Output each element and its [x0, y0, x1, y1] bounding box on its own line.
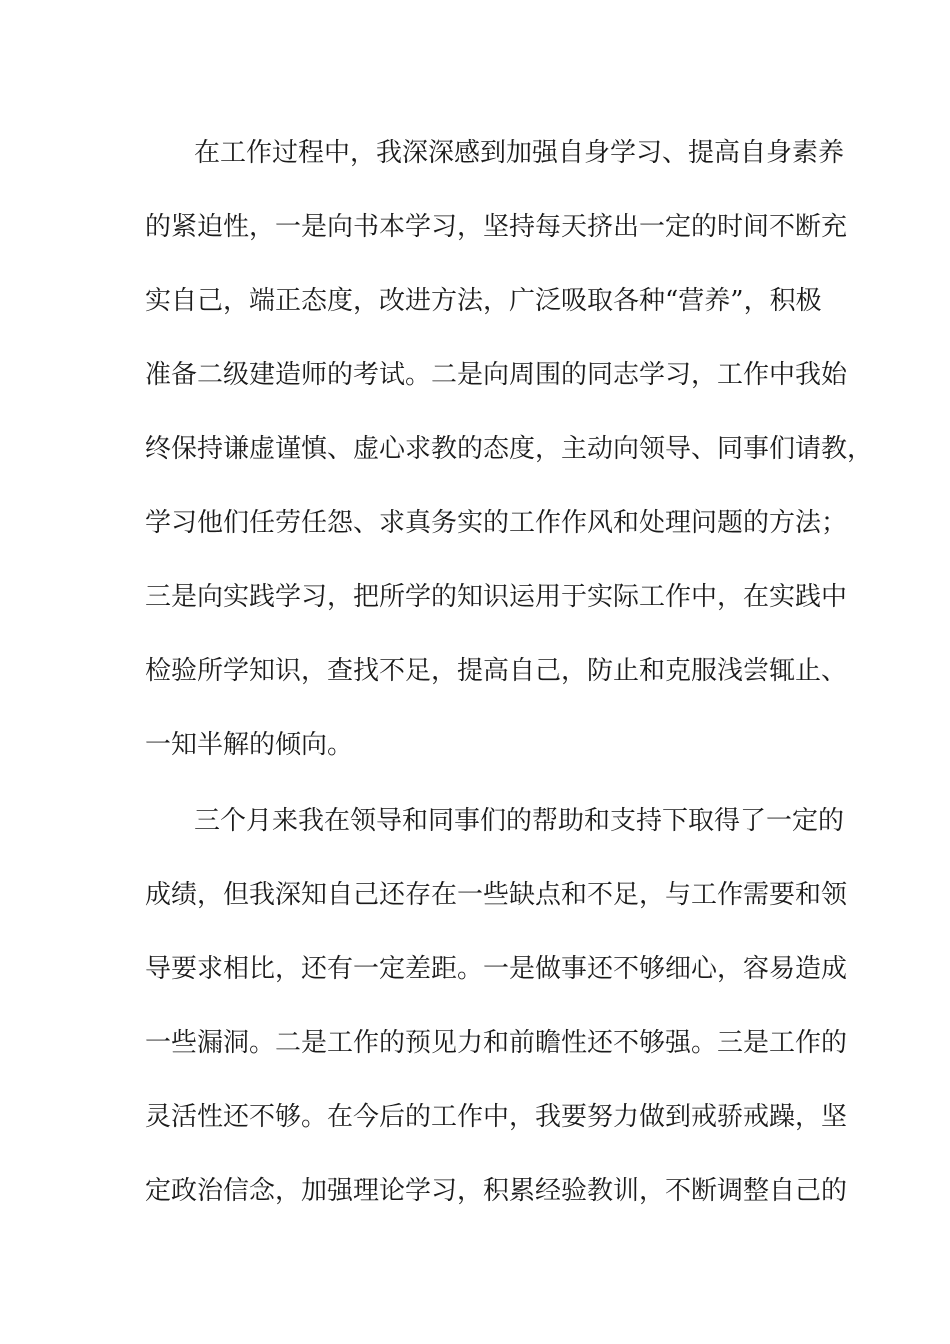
paragraph-line: 导要求相比，还有一定差距。一是做事还不够细心，容易造成: [145, 954, 848, 984]
paragraph-line: 终保持谦虚谨慎、虚心求教的态度，主动向领导、同事们请教，: [145, 434, 874, 464]
paragraph-line: 一知半解的倾向。: [145, 730, 354, 760]
paragraph-line: 一些漏洞。二是工作的预见力和前瞻性还不够强。三是工作的: [145, 1028, 848, 1058]
paragraph-line: 学习他们任劳任怨、求真务实的工作作风和处理问题的方法；: [145, 508, 848, 538]
paragraph-line: 实自己，端正态度，改进方法，广泛吸取各种“营养”，积极: [145, 286, 822, 316]
paragraph-line: 三是向实践学习，把所学的知识运用于实际工作中，在实践中: [145, 582, 848, 612]
paragraph-line: 准备二级建造师的考试。二是向周围的同志学习，工作中我始: [145, 360, 848, 390]
paragraph-line: 定政治信念，加强理论学习，积累经验教训，不断调整自己的: [145, 1176, 848, 1206]
paragraph-line: 检验所学知识，查找不足，提高自己，防止和克服浅尝辄止、: [145, 656, 848, 686]
paragraph-line: 成绩，但我深知自己还存在一些缺点和不足，与工作需要和领: [145, 880, 848, 910]
paragraph-line: 三个月来我在领导和同事们的帮助和支持下取得了一定的: [194, 806, 845, 836]
paragraph-line: 的紧迫性，一是向书本学习，坚持每天挤出一定的时间不断充: [145, 212, 848, 242]
paragraph-line: 在工作过程中，我深深感到加强自身学习、提高自身素养: [194, 138, 845, 168]
paragraph-line: 灵活性还不够。在今后的工作中，我要努力做到戒骄戒躁，坚: [145, 1102, 848, 1132]
